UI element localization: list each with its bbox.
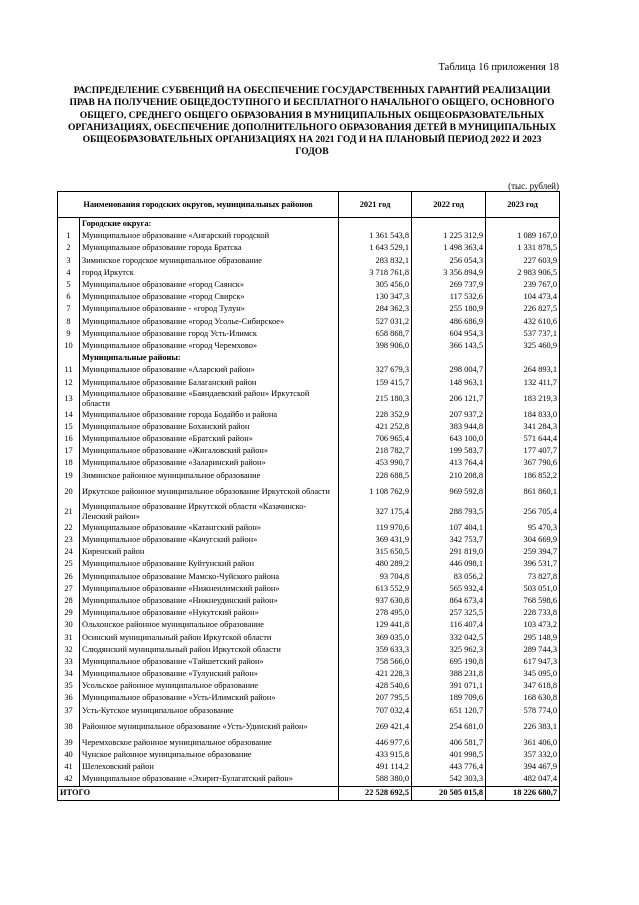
cell-2021: 278 495,0 [339, 607, 412, 619]
cell-2023: 357 332,0 [486, 749, 560, 761]
cell-2022: 254 681,0 [412, 717, 486, 737]
row-number: 41 [58, 761, 80, 773]
table-header-row [58, 192, 560, 218]
municipality-name: Зиминское городское муниципальное образование [80, 255, 339, 267]
municipality-name: Шелеховский район [80, 761, 339, 773]
municipality-name: Муниципальное образование города Бодайбо и района [80, 409, 339, 421]
municipality-name: Муниципальное образование Балаганский район [80, 376, 339, 388]
table-row [58, 607, 560, 619]
subsidy-table [57, 191, 560, 801]
row-number: 31 [58, 631, 80, 643]
table-row [58, 291, 560, 303]
table-row [58, 761, 560, 773]
cell-2022: 116 407,4 [412, 619, 486, 631]
cell-2022: 288 793,5 [412, 502, 486, 522]
cell-2021: 283 832,1 [339, 255, 412, 267]
municipality-name: Киренский район [80, 546, 339, 558]
municipality-name: Усть-Кутское муниципальное образование [80, 705, 339, 717]
cell-2022: 388 231,8 [412, 668, 486, 680]
row-number: 40 [58, 749, 80, 761]
table-row [58, 571, 560, 583]
table-row [58, 340, 560, 352]
row-number: 20 [58, 482, 80, 502]
row-number: 26 [58, 571, 80, 583]
cell-2021: 130 347,3 [339, 291, 412, 303]
cell-2022: 1 225 312,9 [412, 230, 486, 242]
title-line: ГОДОВ [295, 146, 329, 158]
municipality-name: Муниципальное образование Иркутской области «Казачинско-Ленский район» [80, 502, 339, 522]
cell-2021 [339, 352, 412, 364]
municipality-name: Осинский муниципальный район Иркутской области [80, 631, 339, 643]
cell-2021: 707 032,4 [339, 705, 412, 717]
table-caption: Таблица 16 приложения 18 [438, 62, 559, 73]
table-row [58, 303, 560, 315]
cell-2022: 325 962,3 [412, 644, 486, 656]
municipality-name: Чунское районное муниципальное образование [80, 749, 339, 761]
total-2023: 18 226 680,7 [486, 786, 560, 800]
table-row [58, 502, 560, 522]
table-row [58, 595, 560, 607]
municipality-name: Ольхонское районное муниципальное образование [80, 619, 339, 631]
cell-2022: 366 143,5 [412, 340, 486, 352]
title-line: ОРГАНИЗАЦИЯХ, ОБЕСПЕЧЕНИЕ ДОПОЛНИТЕЛЬНОГО ОБРАЗОВАНИЯ ДЕТЕЙ В МУНИЦИПАЛЬНЫХ [67, 121, 557, 133]
cell-2021: 1 361 543,8 [339, 230, 412, 242]
cell-2021: 453 990,7 [339, 457, 412, 469]
cell-2023: 264 893,1 [486, 364, 560, 376]
municipality-name: Муниципальное образование «Баяндаевский район» Иркутской области [80, 389, 339, 409]
cell-2023: 1 331 878,5 [486, 242, 560, 254]
table-row [58, 376, 560, 388]
cell-2023: 304 669,9 [486, 534, 560, 546]
cell-2022: 117 532,6 [412, 291, 486, 303]
cell-2023: 361 406,0 [486, 737, 560, 749]
cell-2021: 215 180,3 [339, 389, 412, 409]
row-number: 25 [58, 558, 80, 570]
cell-2023: 226 383,1 [486, 717, 560, 737]
row-number: 11 [58, 364, 80, 376]
cell-2022 [412, 352, 486, 364]
cell-2023: 394 467,9 [486, 761, 560, 773]
row-number: 3 [58, 255, 80, 267]
row-number: 42 [58, 773, 80, 786]
municipality-name: Муниципальное образование Боханский район [80, 421, 339, 433]
cell-2022: 148 963,1 [412, 376, 486, 388]
cell-2023: 186 852,2 [486, 470, 560, 482]
row-number: 16 [58, 433, 80, 445]
row-number: 22 [58, 522, 80, 534]
units-label: (тыс. рублей) [508, 181, 559, 191]
table-row [58, 644, 560, 656]
cell-2023: 578 774,0 [486, 705, 560, 717]
cell-2022: 206 121,7 [412, 389, 486, 409]
municipality-name: Муниципальное образование «Катангский район» [80, 522, 339, 534]
header-2021: 2021 год [339, 192, 412, 218]
cell-2021: 327 175,4 [339, 502, 412, 522]
row-number [58, 218, 80, 231]
cell-2022: 1 498 363,4 [412, 242, 486, 254]
row-number: 39 [58, 737, 80, 749]
row-number: 18 [58, 457, 80, 469]
table-row [58, 522, 560, 534]
header-2023: 2023 год [486, 192, 560, 218]
row-number: 13 [58, 389, 80, 409]
cell-2021: 359 633,3 [339, 644, 412, 656]
cell-2021: 658 868,7 [339, 328, 412, 340]
table-row [58, 316, 560, 328]
cell-2021: 428 540,6 [339, 680, 412, 692]
cell-2023: 341 284,3 [486, 421, 560, 433]
cell-2021: 93 704,8 [339, 571, 412, 583]
row-number: 6 [58, 291, 80, 303]
table-row [58, 737, 560, 749]
row-number: 35 [58, 680, 80, 692]
cell-2022: 207 937,2 [412, 409, 486, 421]
cell-2023: 2 983 906,5 [486, 267, 560, 279]
row-number: 30 [58, 619, 80, 631]
cell-2022: 210 208,8 [412, 470, 486, 482]
row-number: 5 [58, 279, 80, 291]
row-number: 14 [58, 409, 80, 421]
cell-2023 [486, 218, 560, 231]
table-row [58, 631, 560, 643]
cell-2023: 183 219,3 [486, 389, 560, 409]
cell-2023: 503 051,0 [486, 583, 560, 595]
cell-2021: 613 552,9 [339, 583, 412, 595]
cell-2021: 588 380,0 [339, 773, 412, 786]
municipality-name: Муниципальное образование «Нижнеилимский район» [80, 583, 339, 595]
cell-2023: 325 460,9 [486, 340, 560, 352]
table-row [58, 583, 560, 595]
cell-2023: 256 705,4 [486, 502, 560, 522]
municipality-name: Черемховское районное муниципальное образование [80, 737, 339, 749]
row-number: 9 [58, 328, 80, 340]
table-row [58, 705, 560, 717]
cell-2021: 159 415,7 [339, 376, 412, 388]
row-number: 37 [58, 705, 80, 717]
cell-2022: 383 944,8 [412, 421, 486, 433]
cell-2023 [486, 352, 560, 364]
municipality-name: Муниципальное образование «Качугский район» [80, 534, 339, 546]
municipality-name: город Иркутск [80, 267, 339, 279]
cell-2023: 184 833,0 [486, 409, 560, 421]
municipality-name: Муниципальное образование «Заларинский район» [80, 457, 339, 469]
cell-2023: 95 470,3 [486, 522, 560, 534]
table-row [58, 692, 560, 704]
table-row [58, 668, 560, 680]
table-row [58, 433, 560, 445]
cell-2021: 269 421,4 [339, 717, 412, 737]
header-name: Наименования городских округов, муниципальных районов [58, 192, 339, 218]
cell-2021: 421 252,8 [339, 421, 412, 433]
cell-2022: 643 100,0 [412, 433, 486, 445]
table-row [58, 749, 560, 761]
cell-2021: 1 108 762,9 [339, 482, 412, 502]
municipality-name: Муниципальное образование города Братска [80, 242, 339, 254]
row-number: 8 [58, 316, 80, 328]
cell-2021: 491 114,2 [339, 761, 412, 773]
cell-2023: 571 644,4 [486, 433, 560, 445]
cell-2022: 565 932,4 [412, 583, 486, 595]
table-row [58, 255, 560, 267]
row-number: 23 [58, 534, 80, 546]
table-row [58, 717, 560, 737]
total-row [58, 786, 560, 800]
municipality-name: Иркутское районное муниципальное образование Иркутской области [80, 482, 339, 502]
cell-2023: 103 473,2 [486, 619, 560, 631]
cell-2022: 189 709,6 [412, 692, 486, 704]
municipality-name: Усольское районное муниципальное образование [80, 680, 339, 692]
cell-2021: 433 915,8 [339, 749, 412, 761]
cell-2021: 446 977,6 [339, 737, 412, 749]
cell-2021: 119 970,6 [339, 522, 412, 534]
cell-2022: 256 054,3 [412, 255, 486, 267]
municipality-name: Муниципальное образование «город Свирск» [80, 291, 339, 303]
cell-2023: 347 618,8 [486, 680, 560, 692]
row-number: 29 [58, 607, 80, 619]
municipality-name: Слюдянский муниципальный район Иркутской области [80, 644, 339, 656]
municipality-name: Муниципальное образование «Усть-Илимский район» [80, 692, 339, 704]
cell-2023: 367 790,6 [486, 457, 560, 469]
row-number: 15 [58, 421, 80, 433]
cell-2021: 315 650,5 [339, 546, 412, 558]
table-row [58, 279, 560, 291]
section-row [58, 352, 560, 364]
cell-2021: 3 718 761,8 [339, 267, 412, 279]
cell-2022: 342 753,7 [412, 534, 486, 546]
cell-2023: 168 630,8 [486, 692, 560, 704]
municipality-name: Муниципальное образование - «город Тулун» [80, 303, 339, 315]
cell-2021: 758 566,0 [339, 656, 412, 668]
title-line: ПРАВ НА ПОЛУЧЕНИЕ ОБЩЕДОСТУПНОГО И БЕСПЛАТНОГО НАЧАЛЬНОГО ОБЩЕГО, ОСНОВНОГО [69, 97, 555, 109]
row-number [58, 352, 80, 364]
cell-2022: 298 004,7 [412, 364, 486, 376]
cell-2021: 284 362,3 [339, 303, 412, 315]
cell-2022: 969 592,8 [412, 482, 486, 502]
row-number: 38 [58, 717, 80, 737]
cell-2022: 401 998,5 [412, 749, 486, 761]
cell-2021: 480 289,2 [339, 558, 412, 570]
cell-2021: 937 630,8 [339, 595, 412, 607]
table-row [58, 482, 560, 502]
table-row [58, 558, 560, 570]
cell-2023: 537 737,1 [486, 328, 560, 340]
row-number: 19 [58, 470, 80, 482]
total-2022: 20 505 015,8 [412, 786, 486, 800]
cell-2021: 1 643 529,1 [339, 242, 412, 254]
municipality-name: Муниципальное образование «Ангарский городской [80, 230, 339, 242]
table-body [58, 218, 560, 787]
cell-2023: 768 598,6 [486, 595, 560, 607]
cell-2022: 695 190,8 [412, 656, 486, 668]
row-number: 28 [58, 595, 80, 607]
cell-2021: 207 795,5 [339, 692, 412, 704]
cell-2023: 226 827,5 [486, 303, 560, 315]
table-row [58, 619, 560, 631]
municipality-name: Муниципальное образование «Аларский район» [80, 364, 339, 376]
cell-2023: 227 603,9 [486, 255, 560, 267]
cell-2023: 239 767,0 [486, 279, 560, 291]
municipality-name: Муниципальное образование Мамско-Чуйского района [80, 571, 339, 583]
cell-2022: 255 180,9 [412, 303, 486, 315]
municipality-name: Районное муниципальное образование «Усть-Удинский район» [80, 717, 339, 737]
cell-2023: 132 411,7 [486, 376, 560, 388]
cell-2021: 228 688,5 [339, 470, 412, 482]
table-row [58, 267, 560, 279]
municipality-name: Муниципальное образование «Братский район» [80, 433, 339, 445]
cell-2023: 177 407,7 [486, 445, 560, 457]
table-row [58, 546, 560, 558]
table-row [58, 364, 560, 376]
cell-2022: 486 686,9 [412, 316, 486, 328]
cell-2023: 432 610,6 [486, 316, 560, 328]
document-title [58, 85, 566, 159]
cell-2021: 218 782,7 [339, 445, 412, 457]
table-row [58, 328, 560, 340]
cell-2022: 651 120,7 [412, 705, 486, 717]
cell-2023: 345 095,0 [486, 668, 560, 680]
row-number: 4 [58, 267, 80, 279]
table-row [58, 409, 560, 421]
row-number: 27 [58, 583, 80, 595]
cell-2022: 446 098,1 [412, 558, 486, 570]
municipality-name: Муниципальное образование Куйтунский район [80, 558, 339, 570]
title-line: ОБЩЕГО, СРЕДНЕГО ОБЩЕГО ОБРАЗОВАНИЯ В МУНИЦИПАЛЬНЫХ ОБЩЕОБРАЗОВАТЕЛЬНЫХ [79, 109, 545, 121]
table-row [58, 230, 560, 242]
cell-2022: 199 583,7 [412, 445, 486, 457]
municipality-name: Муниципальное образование «Тулунский район» [80, 668, 339, 680]
cell-2021: 527 031,2 [339, 316, 412, 328]
row-number: 34 [58, 668, 80, 680]
row-number: 33 [58, 656, 80, 668]
cell-2023: 228 733,8 [486, 607, 560, 619]
cell-2022 [412, 218, 486, 231]
cell-2022: 3 356 894,9 [412, 267, 486, 279]
section-label: Городские округа: [80, 218, 339, 231]
municipality-name: Муниципальное образование «город Черемхово» [80, 340, 339, 352]
row-number: 24 [58, 546, 80, 558]
municipality-name: Муниципальное образование «Нижнеудинский район» [80, 595, 339, 607]
cell-2022: 443 776,4 [412, 761, 486, 773]
row-number: 2 [58, 242, 80, 254]
cell-2021: 129 441,8 [339, 619, 412, 631]
total-2021: 22 528 692,5 [339, 786, 412, 800]
cell-2023: 73 827,8 [486, 571, 560, 583]
cell-2022: 864 673,4 [412, 595, 486, 607]
municipality-name: Муниципальное образование «Эхирит-Булагатский район» [80, 773, 339, 786]
row-number: 32 [58, 644, 80, 656]
cell-2022: 391 071,1 [412, 680, 486, 692]
title-line: РАСПРЕДЕЛЕНИЕ СУБВЕНЦИЙ НА ОБЕСПЕЧЕНИЕ ГОСУДАРСТВЕННЫХ ГАРАНТИЙ РЕАЛИЗАЦИИ [73, 85, 551, 96]
cell-2021: 421 228,3 [339, 668, 412, 680]
table-row [58, 421, 560, 433]
cell-2023: 617 947,3 [486, 656, 560, 668]
table-row [58, 445, 560, 457]
cell-2023: 104 473,4 [486, 291, 560, 303]
cell-2023: 259 394,7 [486, 546, 560, 558]
cell-2023: 295 148,9 [486, 631, 560, 643]
cell-2023: 396 531,7 [486, 558, 560, 570]
row-number: 1 [58, 230, 80, 242]
cell-2021: 369 431,9 [339, 534, 412, 546]
table-row [58, 680, 560, 692]
row-number: 36 [58, 692, 80, 704]
cell-2022: 542 303,3 [412, 773, 486, 786]
row-number: 7 [58, 303, 80, 315]
cell-2022: 406 581,7 [412, 737, 486, 749]
cell-2021: 369 035,0 [339, 631, 412, 643]
municipality-name: Муниципальное образование «Жигаловский район» [80, 445, 339, 457]
cell-2021: 398 906,0 [339, 340, 412, 352]
cell-2023: 482 047,4 [486, 773, 560, 786]
cell-2022: 257 325,5 [412, 607, 486, 619]
cell-2023: 289 744,3 [486, 644, 560, 656]
table-row [58, 534, 560, 546]
total-label: ИТОГО [58, 786, 339, 800]
cell-2022: 269 737,9 [412, 279, 486, 291]
cell-2022: 604 954,3 [412, 328, 486, 340]
row-number: 17 [58, 445, 80, 457]
municipality-name: Муниципальное образование «Тайшетский район» [80, 656, 339, 668]
row-number: 10 [58, 340, 80, 352]
municipality-name: Зиминское районное муниципальное образование [80, 470, 339, 482]
header-2022: 2022 год [412, 192, 486, 218]
title-line: ОБЩЕОБРАЗОВАТЕЛЬНЫХ ОРГАНИЗАЦИЯХ НА 2021 ГОД И НА ПЛАНОВЫЙ ПЕРИОД 2022 И 2023 [82, 134, 542, 146]
row-number: 21 [58, 502, 80, 522]
municipality-name: Муниципальное образование город Усть-Илимск [80, 328, 339, 340]
table-row [58, 470, 560, 482]
table-row [58, 656, 560, 668]
cell-2021: 305 456,0 [339, 279, 412, 291]
cell-2022: 83 056,2 [412, 571, 486, 583]
cell-2022: 107 404,1 [412, 522, 486, 534]
cell-2022: 413 764,4 [412, 457, 486, 469]
cell-2023: 1 089 167,0 [486, 230, 560, 242]
cell-2022: 291 819,0 [412, 546, 486, 558]
cell-2021 [339, 218, 412, 231]
section-label: Муниципальные районы: [80, 352, 339, 364]
table-row [58, 389, 560, 409]
municipality-name: Муниципальное образование «Нукутский район» [80, 607, 339, 619]
cell-2023: 861 860,1 [486, 482, 560, 502]
section-row [58, 218, 560, 231]
municipality-name: Муниципальное образование «город Усолье-Сибирское» [80, 316, 339, 328]
table-row [58, 773, 560, 786]
row-number: 12 [58, 376, 80, 388]
cell-2021: 327 679,3 [339, 364, 412, 376]
cell-2021: 706 965,4 [339, 433, 412, 445]
cell-2021: 228 352,9 [339, 409, 412, 421]
cell-2022: 332 042,5 [412, 631, 486, 643]
municipality-name: Муниципальное образование «город Саянск» [80, 279, 339, 291]
table-row [58, 457, 560, 469]
table-row [58, 242, 560, 254]
